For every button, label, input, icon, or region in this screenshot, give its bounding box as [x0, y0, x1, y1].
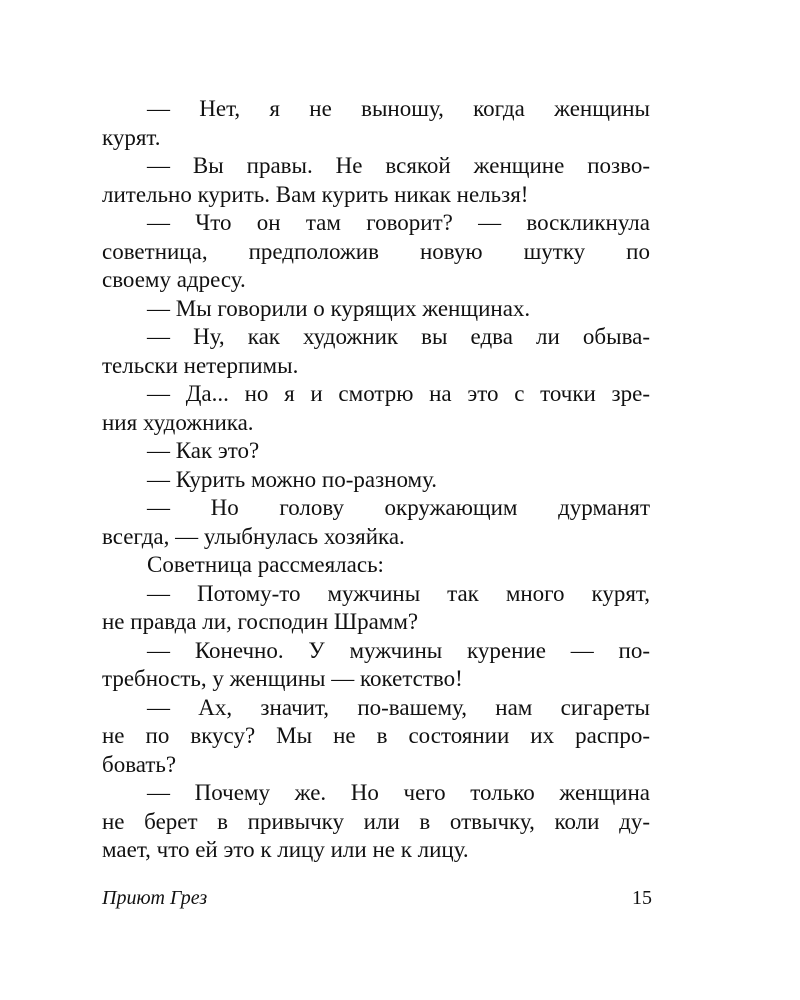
text-line: курят. [102, 124, 161, 150]
page-footer [102, 884, 652, 912]
text-line: — Ах, значит, по-вашему, нам сигареты [147, 694, 650, 720]
text-line: — Да... но я и смотрю на это с точки зре- [147, 381, 650, 406]
text-line: бовать? [102, 751, 177, 777]
text-line: — Мы говорили о курящих женщинах. [147, 295, 531, 321]
text-line: не берет в привычку или в отвычку, коли ду- [102, 808, 650, 834]
text-line: мает, что ей это к лицу или не к лицу. [102, 837, 469, 862]
text-line: Советница рассмеялась: [147, 552, 384, 577]
text-line: — Ну, как художник вы едва ли обыва- [147, 324, 650, 349]
text-line: требность, у женщины — кокетство! [102, 666, 463, 691]
body-text [102, 95, 650, 865]
text-line: — Как это? [147, 438, 260, 463]
text-line: не по вкусу? Мы не в состоянии их распро- [102, 723, 650, 748]
text-line: — Но голову окружающим дурманят [147, 495, 650, 520]
text-line: не правда ли, господин Шрамм? [102, 609, 419, 634]
text-line: — Потому-то мужчины так много курят, [147, 580, 650, 606]
text-line: — Что он там говорит? — воскликнула [147, 210, 650, 235]
text-line: — Нет, я не выношу, когда женщины [147, 96, 650, 121]
running-title: Приют Грез [102, 887, 208, 909]
text-line: ния художника. [102, 409, 254, 435]
text-line: — Вы правы. Не всякой женщине позво- [147, 153, 650, 178]
text-line: — Курить можно по-разному. [147, 466, 438, 492]
text-line: советница, предположив новую шутку по [102, 238, 650, 264]
text-line: тельски нетерпимы. [102, 352, 299, 378]
page-number: 15 [632, 887, 652, 909]
text-line: — Конечно. У мужчины курение — по- [147, 637, 650, 663]
text-line: лительно курить. Вам курить никак нельзя! [102, 181, 529, 207]
text-line: своему адресу. [102, 267, 246, 292]
text-line: — Почему же. Но чего только женщина [147, 780, 650, 805]
text-line: всегда, — улыбнулась хозяйка. [102, 523, 405, 549]
